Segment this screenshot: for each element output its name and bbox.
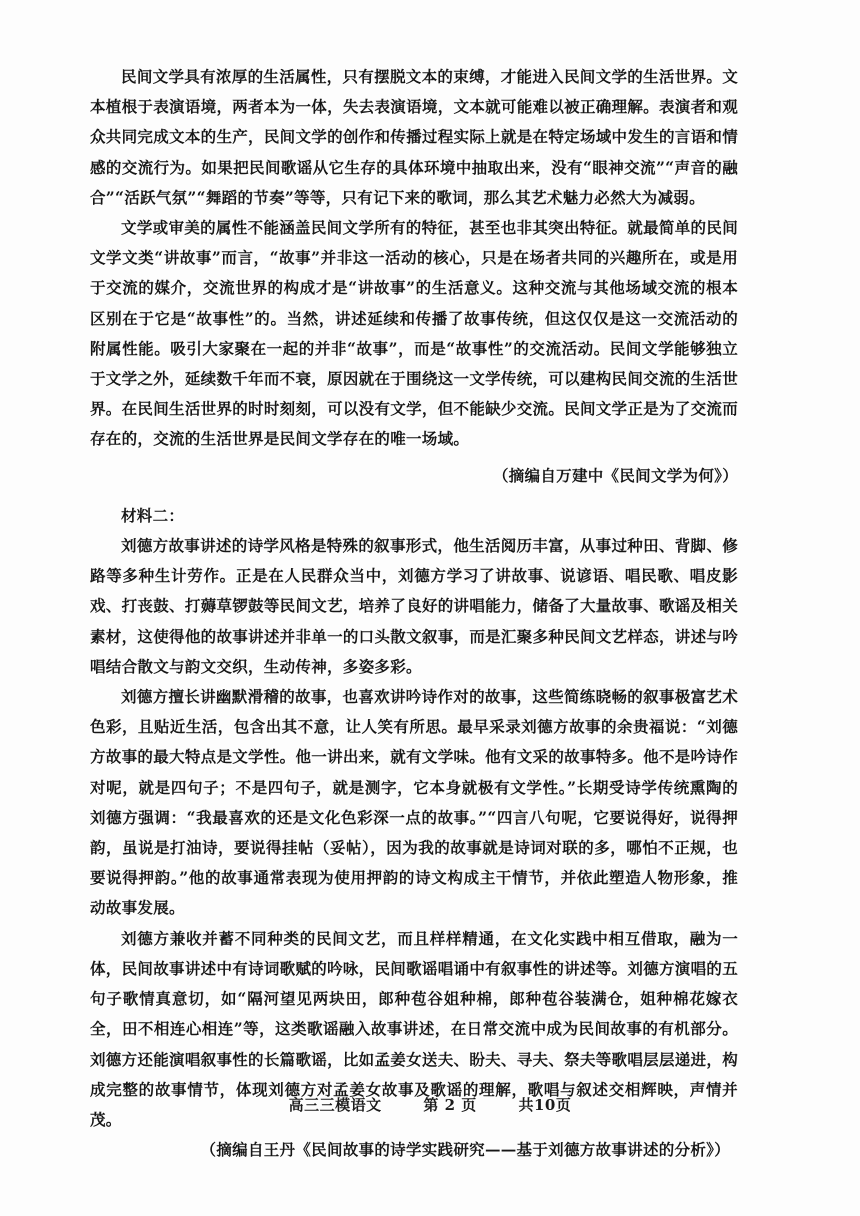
- material2-source: （摘编自王丹《民间故事的诗学实践研究——基于刘德方故事讲述的分析》）: [200, 1140, 730, 1160]
- material2-paragraph-1: 刘德方故事讲述的诗学风格是特殊的叙事形式，他生活阅历丰富，从事过种田、背脚、修路等多种生计劳作。正是在人民群众当中，刘德方学习了讲故事、说谚语、唱民歌、唱皮影戏、打丧鼓、打薅草锣鼓等民间文艺，培养了良好的讲唱能力，储备了大量故事、歌谣及相关素材，这使得他的故事讲述并非单一的口头散文叙事，而是汇聚多种民间文艺样态，讲述与吟唱结合散文与韵文交织，生动传神，多姿多彩。: [90, 536, 738, 676]
- footer-subject: 高三三模语文: [288, 1096, 382, 1114]
- footer-total-pages: 共10页: [518, 1096, 572, 1114]
- material1-source: （摘编自万建中《民间文学为何》）: [492, 465, 738, 485]
- material2-heading: 材料二：: [121, 505, 185, 525]
- material2-paragraph-3: 刘德方兼收并蓄不同种类的民间文艺，而且样样精通，在文化实践中相互借取，融为一体，民间故事讲述中有诗词歌赋的吟咏，民间歌谣唱诵中有叙事性的讲述等。刘德方演唱的五句子歌情真意切，如“隔河望见两块田，郎种苞谷姐种棉，郎种苞谷装满仓，姐种棉花嫁衣全，田不相连心相连”等，这类歌谣融入故事讲述，在日常交流中成为民间故事的有机部分。刘德方还能演唱叙事性的长篇歌谣，比如孟姜女送夫、盼夫、寻夫、祭夫等歌唱层层递进，构成完整的故事情节，体现刘德方对孟姜女故事及歌谣的理解，歌唱与叙述交相辉映，声情并茂。: [90, 928, 738, 1129]
- material2-paragraph-2: 刘德方擅长讲幽默滑稽的故事，也喜欢讲吟诗作对的故事，这些简练晓畅的叙事极富艺术色彩，且贴近生活，包含出其不意，让人笑有所思。最早采录刘德方故事的余贵福说：“刘德方故事的最大特点是文学性。他一讲出来，就有文学味。他有文采的故事特多。他不是吟诗作对呢，就是四句子；不是四句子，就是测字，它本身就极有文学性。”长期受诗学传统熏陶的刘德方强调：“我最喜欢的还是文化色彩深一点的故事。”“四言八句呢，它要说得好，说得押韵，虽说是打油诗，要说得挂帖（妥帖），因为我的故事就是诗词对联的多，哪怕不正规，也要说得押韵。”他的故事通常表现为使用押韵的诗文构成主干情节，并依此塑造人物形象，推动故事发展。: [90, 687, 738, 918]
- footer-page-number: 第 2 页: [423, 1096, 477, 1114]
- reading-material: [90, 62, 738, 1165]
- material1-paragraph-1: 民间文学具有浓厚的生活属性，只有摆脱文本的束缚，才能进入民间文学的生活世界。文本植根于表演语境，两者本为一体，失去表演语境，文本就可能难以被正确理解。表演者和观众共同完成文本的生产，民间文学的创作和传播过程实际上就是在特定场域中发生的言语和情感的交流行为。如果把民间歌谣从它生存的具体环境中抽取出来，没有“眼神交流”“声音的融合”“活跃气氛”“舞蹈的节奏”等等，只有记下来的歌词，那么其艺术魅力必然大为减弱。: [90, 67, 738, 207]
- page-footer: [0, 1094, 860, 1115]
- material1-paragraph-2: 文学或审美的属性不能涵盖民间文学所有的特征，甚至也非其突出特征。就最简单的民间文学文类“讲故事”而言，“故事”并非这一活动的核心，只是在场者共同的兴趣所在，或是用于交流的媒介，交流世界的构成才是“讲故事”的生活意义。这种交流与其他场域交流的根本区别在于它是“故事性”的。当然，讲述延续和传播了故事传统，但这仅仅是这一交流活动的附属性能。吸引大家聚在一起的并非“故事”，而是“故事性”的交流活动。民间文学能够独立于文学之外，延续数千年而不衰，原因就在于围绕这一文学传统，可以建构民间交流的生活世界。在民间生活世界的时时刻刻，可以没有文学，但不能缺少交流。民间文学正是为了交流而存在的，交流的生活世界是民间文学存在的唯一场域。: [90, 218, 738, 449]
